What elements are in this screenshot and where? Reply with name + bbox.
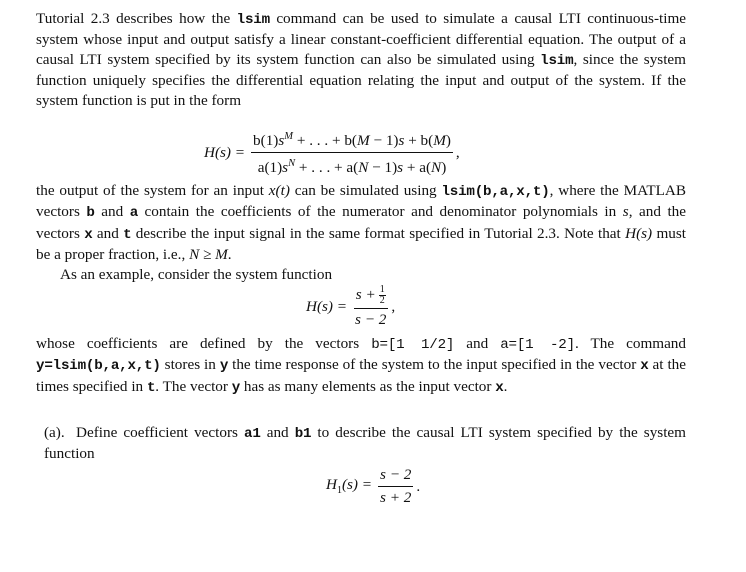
paragraph-intro — [36, 9, 686, 110]
math-s: s — [622, 203, 629, 221]
text-run: describe the input signal in the same format specified in Tutorial 2.3. Note that — [131, 224, 626, 242]
text-run: . The command — [574, 335, 686, 352]
text-run: must be a proper fraction, i.e., — [36, 224, 686, 264]
text-run: stores in — [160, 356, 220, 374]
math-term: + . . . + b( — [293, 132, 357, 149]
equation-general-system-function — [204, 128, 460, 177]
paragraph-lsim-usage — [36, 181, 686, 284]
math-term: a(1) — [257, 159, 283, 176]
math-term: ) — [445, 132, 451, 149]
item-label: (a). — [44, 424, 65, 441]
equation-punctuation: . — [416, 477, 421, 495]
fraction-numerator — [251, 128, 453, 153]
math-var: N — [358, 159, 369, 176]
code-t: t — [123, 226, 132, 243]
exercise-item-a — [44, 423, 686, 464]
math-hs: H(s) — [625, 224, 653, 242]
math-term: − 1) — [369, 132, 399, 149]
code-x: x — [640, 358, 649, 375]
code-a1: a1 — [244, 426, 261, 442]
text-run: and — [260, 424, 295, 441]
math-var: M — [433, 132, 446, 149]
text-run: , and the vectors — [36, 203, 687, 242]
equation-lhs: H(s) = — [306, 298, 348, 315]
math-var: s — [278, 132, 285, 149]
text-run: the time response of the system to the input specified in the vector — [228, 356, 641, 374]
code-lsim: lsim — [540, 52, 574, 69]
math-term: + . . . + a( — [295, 159, 359, 176]
math-condition: N ≥ M — [189, 246, 228, 264]
math-var: N — [431, 159, 442, 176]
text-run: has as many elements as the input vector — [240, 377, 496, 395]
code-a-vector: a=[1 -2] — [500, 337, 575, 353]
text-run: whose coefficients are defined by the vectors — [36, 335, 372, 352]
math-subscript: 1 — [336, 485, 342, 497]
code-y: y — [219, 358, 229, 375]
text-run: Tutorial 2.3 describes how the — [36, 10, 237, 27]
text-run: can be simulated using — [289, 182, 442, 199]
code-t: t — [146, 379, 156, 396]
code-x: x — [495, 379, 504, 396]
math-var: s — [282, 159, 289, 176]
fraction-half — [379, 285, 386, 306]
text-run: command can be used to simulate a causal LTI continuous-time system whose input and output satisfy a linear constant-coefficient differential equation. The output of a causal LTI system specified by its system function can also be simulated using — [36, 10, 686, 68]
math-term: + b( — [404, 132, 434, 149]
text-run: the output of the system for an input — [36, 182, 269, 199]
math-term: (s) = — [341, 476, 373, 494]
math-term: ) — [441, 159, 447, 176]
code-b1: b1 — [294, 426, 312, 442]
math-xt: x(t) — [268, 182, 290, 199]
equation-h1-system-function — [326, 466, 420, 507]
equation-example-system-function — [306, 285, 395, 329]
paragraph-example-coefficients — [36, 334, 686, 398]
text-run: . — [227, 246, 232, 264]
math-var: s — [397, 159, 404, 176]
text-run: , where the MATLAB vectors — [36, 182, 687, 221]
fraction-denominator: s + 2 — [380, 489, 412, 506]
fraction — [378, 466, 413, 507]
math-term: s + — [355, 285, 376, 303]
math-h: H — [326, 476, 337, 494]
fraction — [353, 285, 388, 329]
text-run: Define coefficient vectors — [76, 424, 245, 441]
math-term: b(1) — [253, 132, 279, 149]
code-lsim-assignment: y=lsim(b,a,x,t) — [36, 358, 161, 375]
text-run: at the times specified in — [36, 356, 687, 395]
code-lsim: lsim — [236, 12, 270, 28]
text-run: , since the system function uniquely specifies the differential equation relating the input and output of the system. If the system function is put in the form — [36, 50, 686, 109]
math-exponent: M — [284, 131, 294, 142]
math-term: − 1) — [368, 159, 398, 176]
equation-punctuation: , — [455, 143, 460, 161]
text-run: . The vector — [155, 377, 232, 395]
half-denominator: 2 — [379, 295, 385, 306]
code-b: b — [86, 205, 95, 222]
text-run: and — [92, 224, 124, 242]
code-lsim-call: lsim(b,a,x,t) — [441, 184, 550, 200]
text-run: to describe the causal LTI system specified by the system function — [44, 424, 686, 463]
fraction-numerator: s − 2 — [378, 466, 413, 487]
text-run: and — [94, 203, 130, 221]
equation-lhs: H(s) = — [204, 143, 246, 161]
math-var: M — [357, 132, 370, 149]
code-x: x — [84, 226, 93, 243]
equation-lhs — [326, 476, 372, 496]
text-run: contain the coefficients of the numerator and denominator polynomials in — [138, 203, 623, 221]
math-term: + a( — [403, 159, 432, 176]
math-exponent: N — [288, 158, 296, 169]
text-run: As an example, consider the system function — [60, 265, 333, 283]
text-run: and — [454, 335, 501, 352]
equation-punctuation: , — [391, 298, 396, 315]
code-b-vector: b=[1 1/2] — [371, 337, 455, 353]
math-var: s — [398, 132, 405, 149]
half-numerator: 1 — [379, 284, 385, 295]
fraction-denominator — [256, 153, 449, 177]
code-a: a — [129, 205, 139, 222]
fraction-denominator: s − 2 — [355, 311, 387, 328]
fraction-numerator — [354, 285, 388, 309]
code-y: y — [231, 379, 241, 396]
text-run: . — [503, 377, 508, 395]
fraction — [251, 128, 453, 177]
